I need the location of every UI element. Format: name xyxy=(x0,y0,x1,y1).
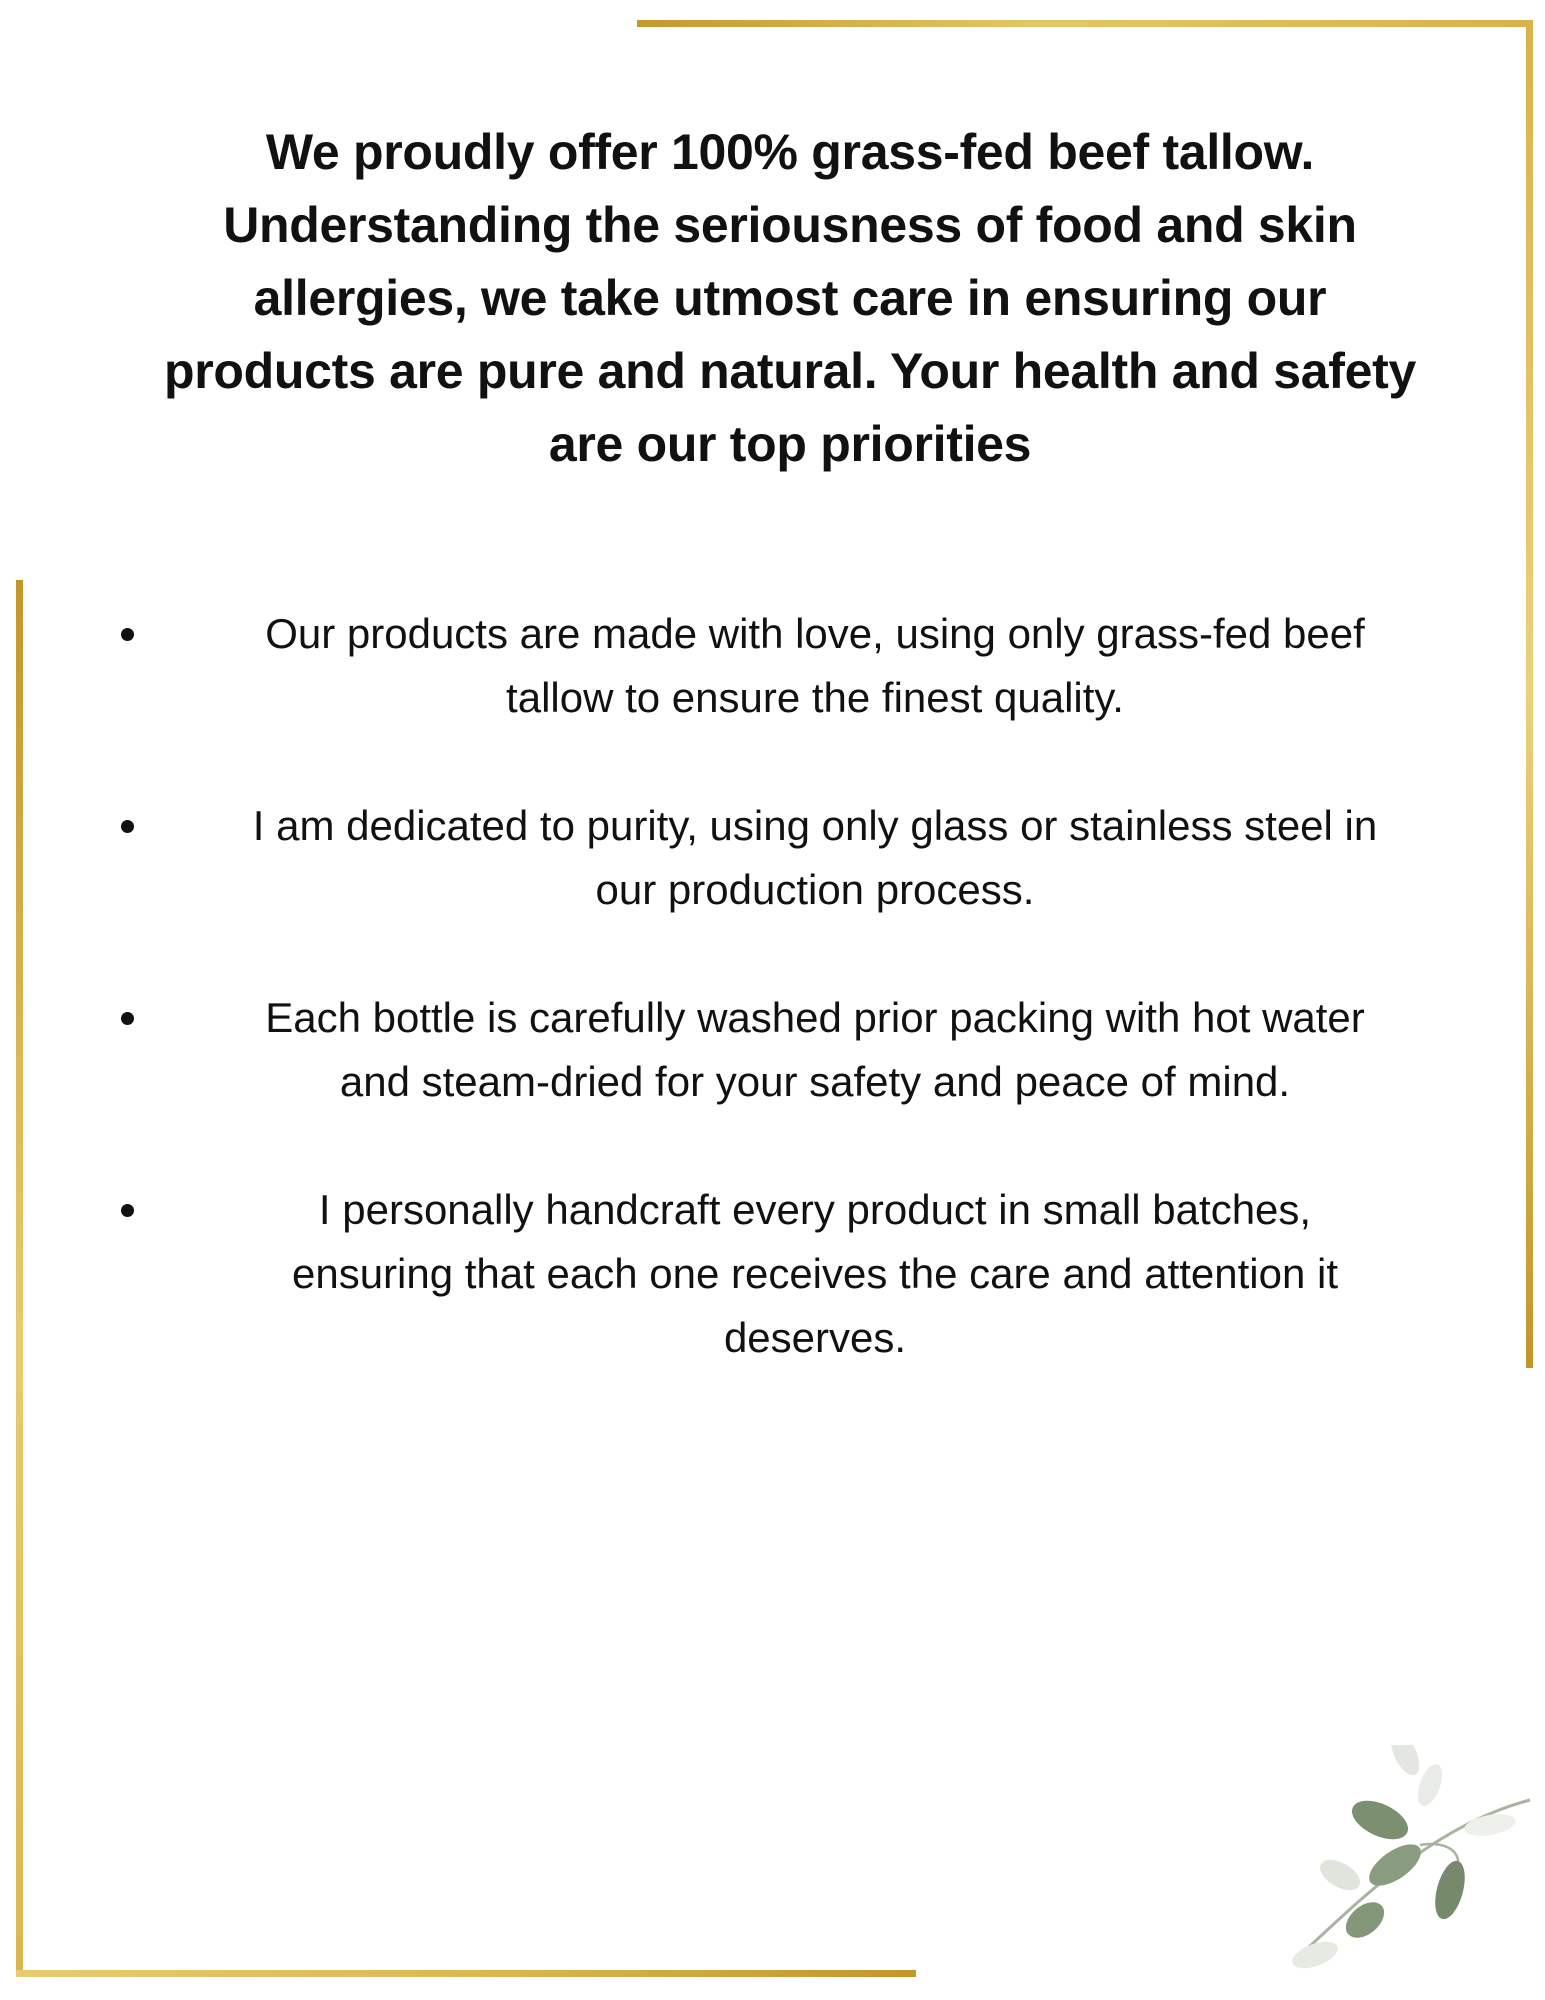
list-item-line: I personally handcraft every product in small batches, xyxy=(318,1186,1312,1233)
leaf-pale xyxy=(1385,1745,1425,1779)
headline xyxy=(90,116,1490,481)
list-item xyxy=(110,1178,1460,1370)
leaf-green xyxy=(1346,1793,1414,1847)
headline-line: are our top priorities xyxy=(548,416,1032,472)
gold-frame-top xyxy=(637,20,1533,27)
list-item-text xyxy=(110,794,1460,922)
list-item-line: tallow to ensure the finest quality. xyxy=(506,674,1124,721)
leaf-green xyxy=(1339,1895,1391,1945)
list-item-text xyxy=(110,986,1460,1114)
eucalyptus-leaves-icon xyxy=(1245,1745,1545,1985)
bullet-icon xyxy=(121,628,134,641)
list-item-line: Our products are made with love, using only grass-fed beef xyxy=(265,610,1365,657)
list-item xyxy=(110,794,1460,922)
leaf-green xyxy=(1362,1836,1427,1893)
list-item-line: I am dedicated to purity, using only glass or stainless steel in xyxy=(252,802,1378,849)
list-item-text xyxy=(110,1178,1460,1370)
list-item xyxy=(110,986,1460,1114)
gold-frame-bottom xyxy=(16,1970,916,1977)
list-item-line: Each bottle is carefully washed prior packing with hot water xyxy=(265,994,1365,1041)
headline-line: We proudly offer 100% grass-fed beef tallow. xyxy=(265,124,1315,180)
list-item xyxy=(110,602,1460,730)
headline-line: Understanding the seriousness of food and skin xyxy=(223,197,1357,253)
bullet-icon xyxy=(121,1012,134,1025)
leaf-green xyxy=(1430,1858,1471,1923)
leaf-pale xyxy=(1463,1811,1518,1840)
bullet-icon xyxy=(121,1204,134,1217)
gold-frame-right xyxy=(1526,20,1533,1368)
feature-list xyxy=(110,602,1460,1434)
headline-line: products are pure and natural. Your health and safety xyxy=(164,343,1416,399)
list-item-line: our production process. xyxy=(595,866,1035,913)
leaf-pale xyxy=(1315,1854,1365,1897)
headline-line: allergies, we take utmost care in ensuring our xyxy=(253,270,1327,326)
list-item-line: ensuring that each one receives the care and attention it xyxy=(291,1250,1339,1297)
bullet-icon xyxy=(121,820,134,833)
list-item-text xyxy=(110,602,1460,730)
gold-frame-left xyxy=(16,580,23,1977)
list-item-line: and steam-dried for your safety and peace of mind. xyxy=(339,1058,1291,1105)
list-item-line: deserves. xyxy=(723,1314,907,1361)
